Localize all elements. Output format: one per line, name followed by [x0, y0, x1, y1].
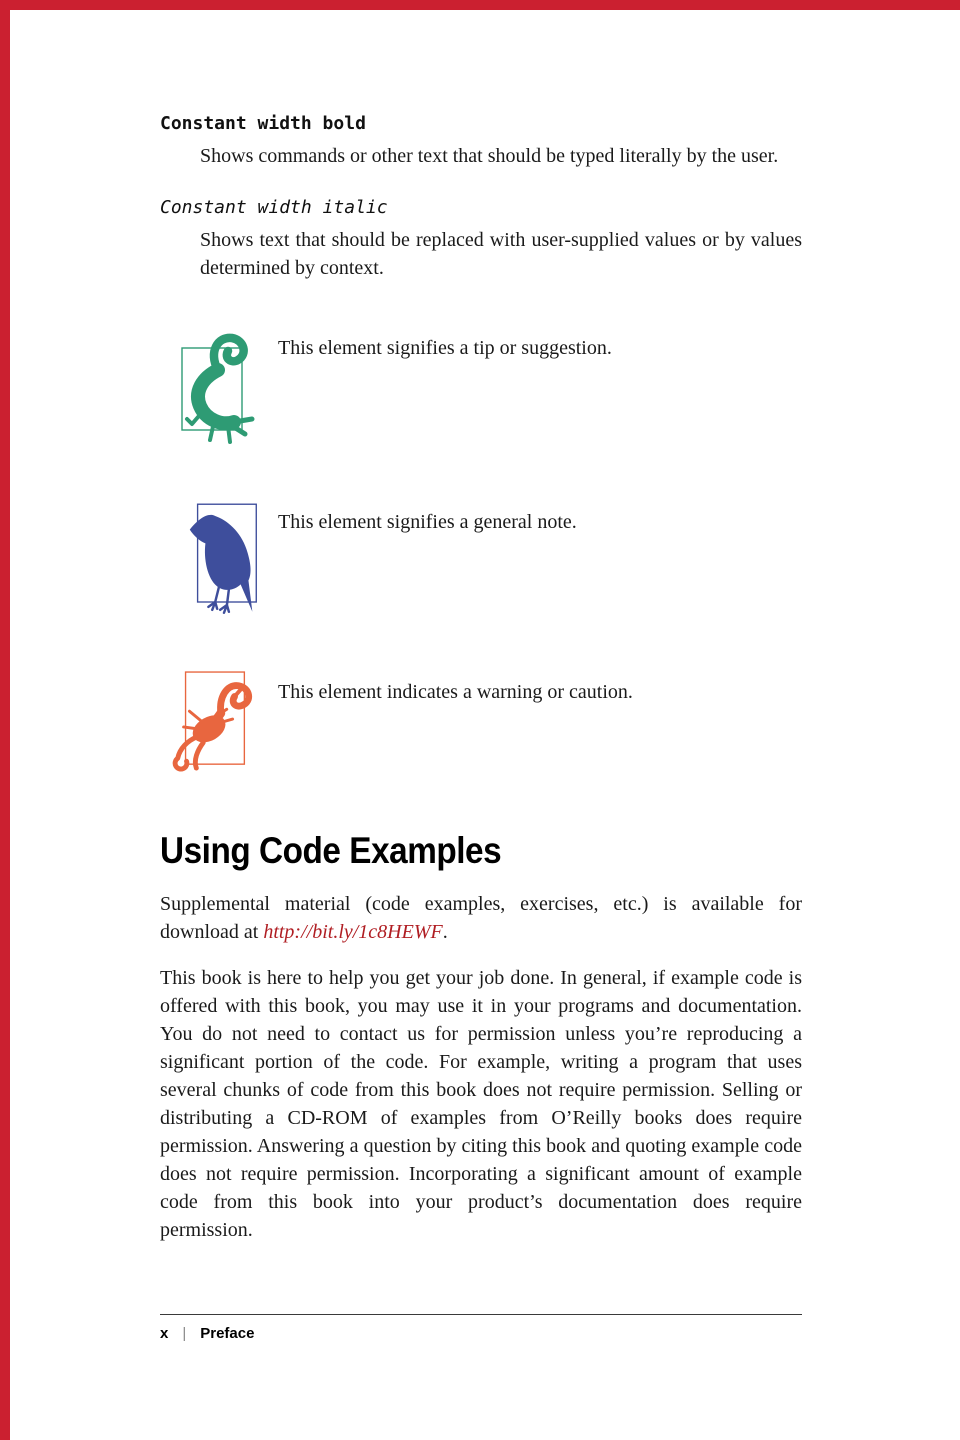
supplemental-paragraph — [160, 890, 802, 946]
note-callout-text: This element signifies a general note. — [278, 511, 577, 533]
paragraph-text: . — [442, 921, 448, 943]
footer-separator: | — [182, 1325, 187, 1342]
scorpion-warning-icon — [160, 666, 272, 780]
tip-callout-text: This element signifies a tip or suggestion. — [278, 337, 612, 359]
page-footer — [160, 1314, 802, 1342]
page-edge-top — [0, 0, 960, 10]
chameleon-tip-icon — [160, 322, 272, 448]
warning-callout-text: This element indicates a warning or caution. — [278, 681, 633, 703]
page-content — [160, 112, 802, 1244]
paragraph-text: Supplemental material (code examples, exercises, etc.) is available for download at — [160, 893, 802, 943]
convention-term-italic: Constant width italic — [160, 197, 388, 218]
page-number: x — [160, 1325, 169, 1342]
section-title: Using Code Examples — [160, 830, 502, 871]
page-edge-left — [0, 0, 10, 1440]
convention-entry — [160, 112, 802, 170]
code-examples-link[interactable]: http://bit.ly/1c8HEWF — [263, 921, 443, 943]
convention-term-bold: Constant width bold — [160, 113, 366, 134]
footer-section-name: Preface — [200, 1325, 255, 1342]
convention-entry — [160, 196, 802, 282]
tip-callout — [160, 322, 802, 448]
convention-definition: Shows commands or other text that should be typed literally by the user. — [200, 145, 779, 167]
warning-callout — [160, 666, 802, 780]
convention-definition: Shows text that should be replaced with user-supplied values or by values determined by context. — [200, 229, 802, 279]
crow-note-icon — [160, 496, 272, 620]
note-callout — [160, 496, 802, 620]
permissions-paragraph: This book is here to help you get your job done. In general, if example code is offered with this book, you may use it in your programs and documentation. You do not need to contact us for permission unless you’re reproducing a significant portion of the code. For example, writing a program that uses several chunks of code from this book does not require permission. Selling or distributing a CD-ROM of examples from O’Reilly books does require permission. Answering a question by citing this book and quoting example code does not require permission. Incorporating a significant amount of example code from this book into your product’s documentation does require permission. — [160, 967, 802, 1241]
